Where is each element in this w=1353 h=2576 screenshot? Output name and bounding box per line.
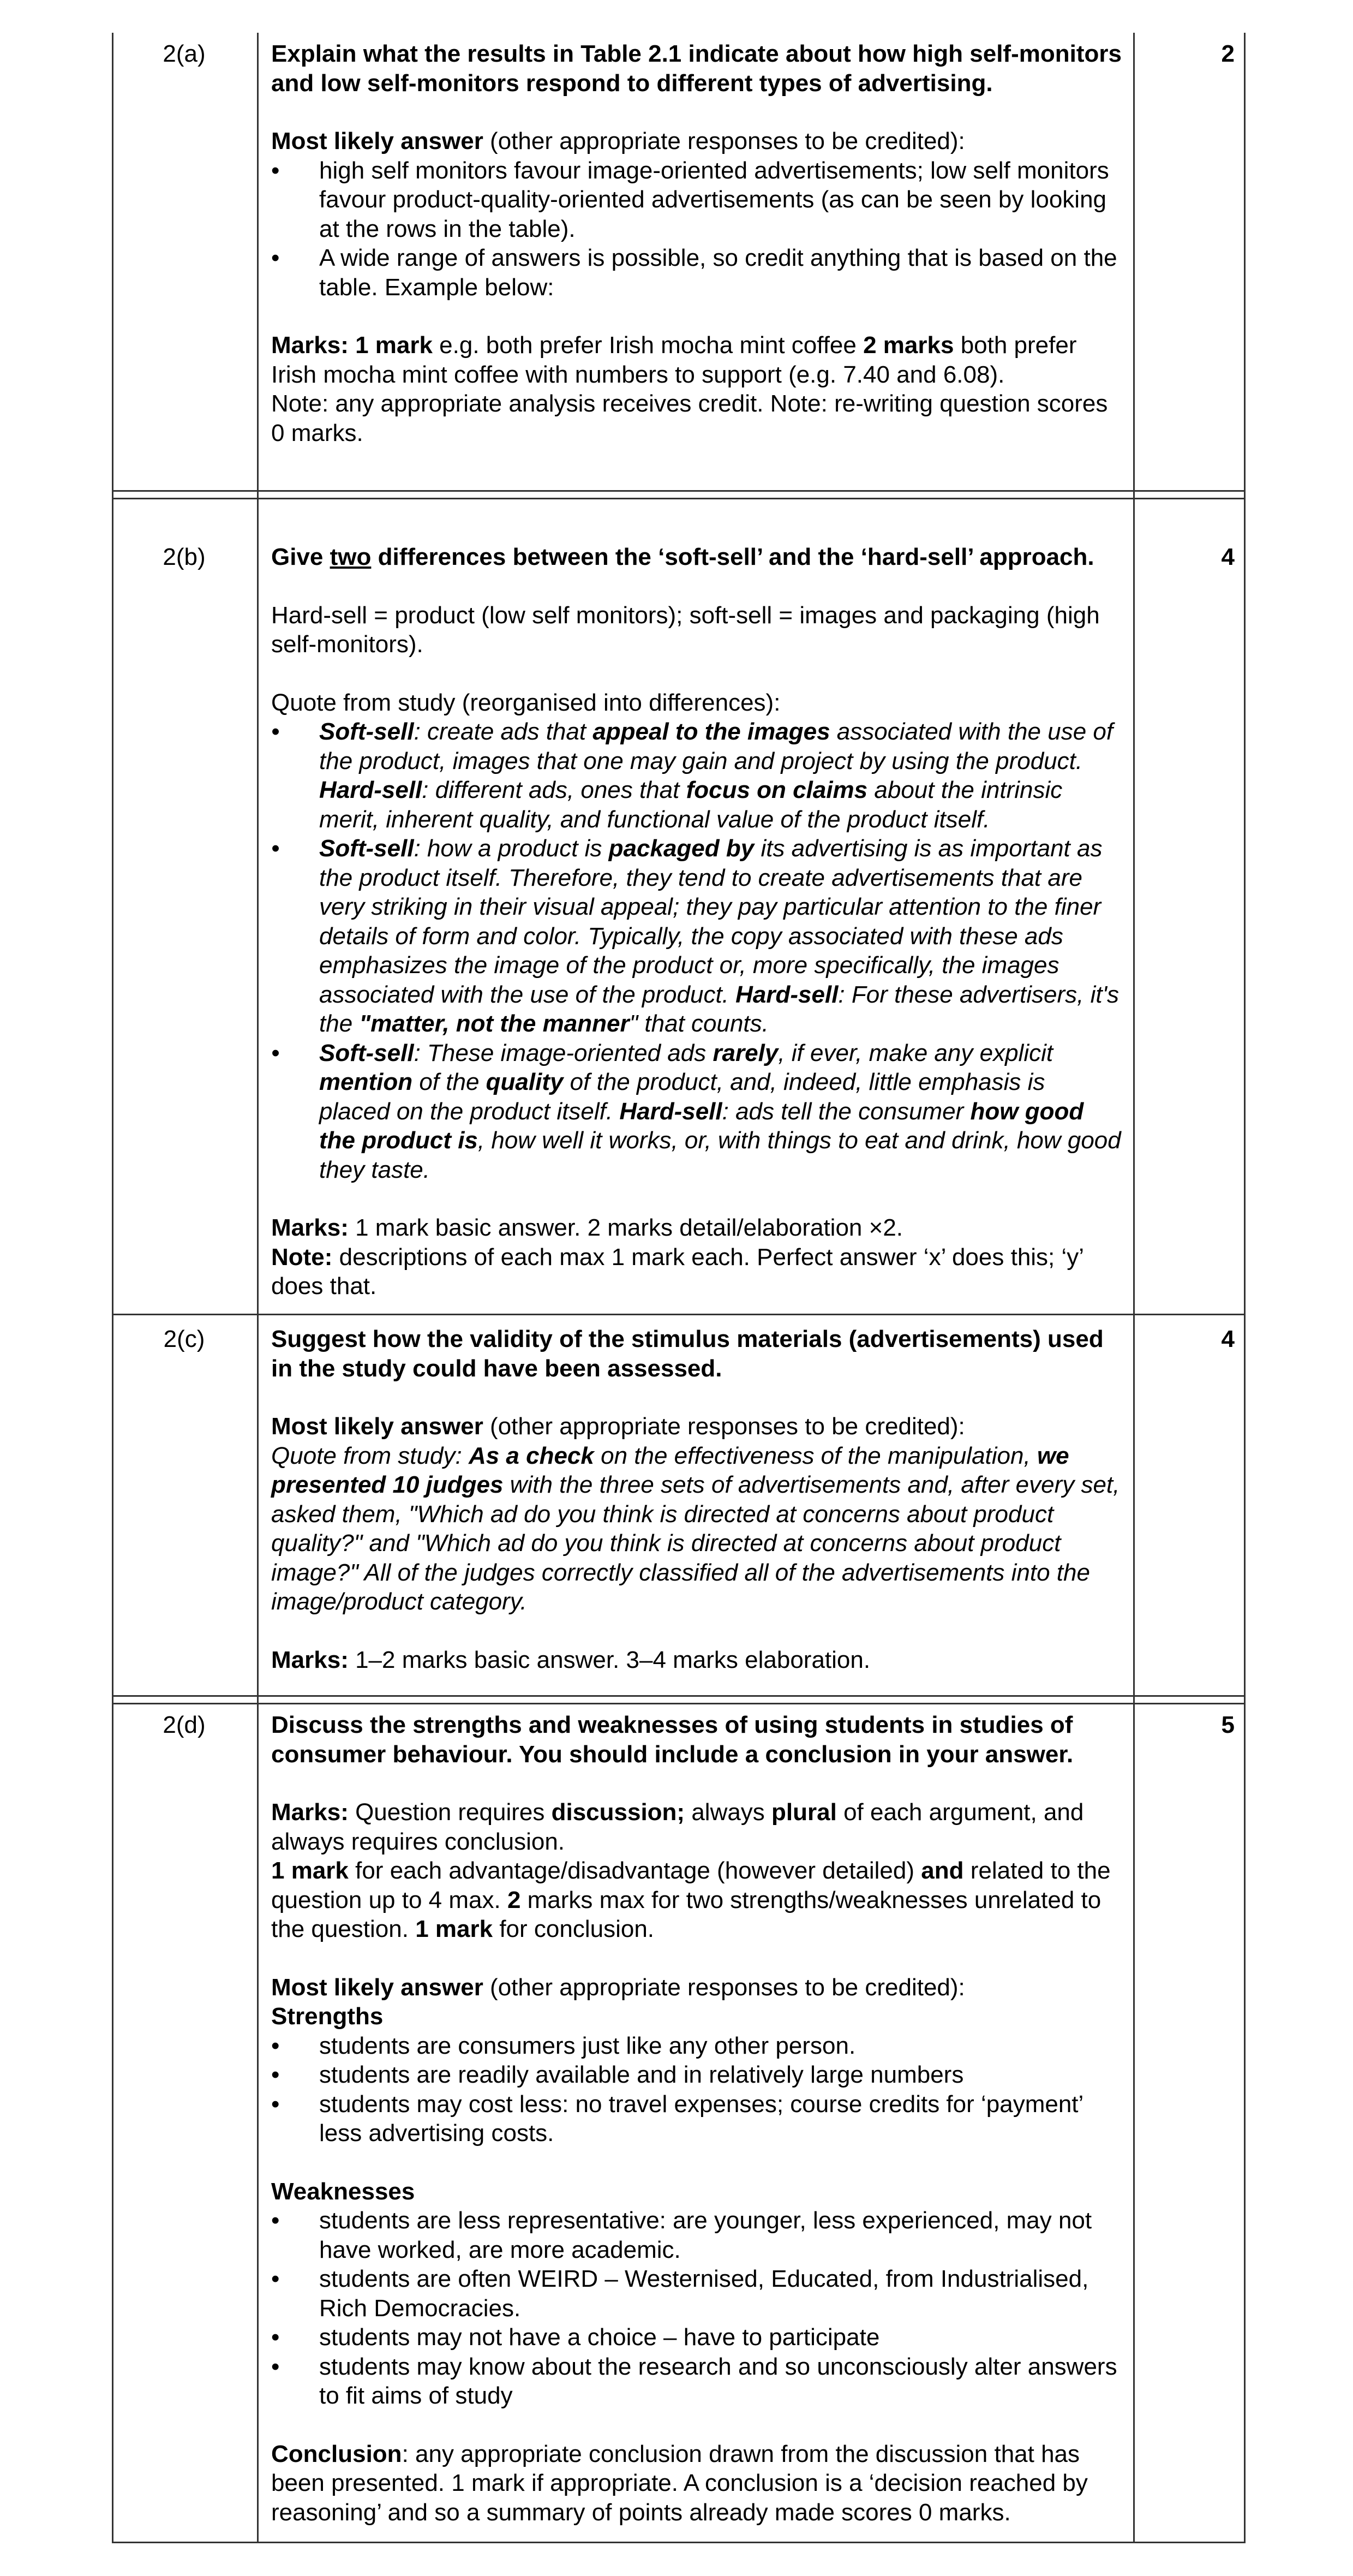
- list-item: • students are consumers just like any other person.: [271, 2031, 1122, 2061]
- list-item: • Soft-sell: create ads that appeal to the images associated with the use of the product, images that one may gain and project by using the product. Hard-sell: different ads, ones that focus on claims about the intrinsic merit, inherent quality, and functional value of the product itself.: [271, 717, 1122, 834]
- conclusion-guidance: Conclusion: any appropriate conclusion drawn from the discussion that has been presented. 1 mark if appropriate. A conclusion is a ‘decision reached by reasoning’ and so a summary of points already made scores 0 marks.: [271, 2440, 1088, 2526]
- row-separator: [112, 1703, 1246, 1704]
- question-text: Give two differences between the ‘soft-sell’ and the ‘hard-sell’ approach.: [271, 544, 1094, 570]
- weaknesses-list: [271, 2206, 1122, 2411]
- marks-value: 5: [1221, 1712, 1235, 1738]
- table-divider-num: [257, 33, 259, 2543]
- list-item: • A wide range of answers is possible, so credit anything that is based on the table. Example below:: [271, 243, 1122, 302]
- intro-text: Hard-sell = product (low self monitors); soft-sell = images and packaging (high self-monitors).: [271, 601, 1100, 658]
- table-border-bottom: [112, 2542, 1246, 2543]
- answer-content: [271, 1710, 1122, 2527]
- row-separator: [112, 1314, 1246, 1315]
- list-item: • Soft-sell: These image-oriented ads rarely, if ever, make any explicit mention of the quality of the product, and, indeed, little emphasis is placed on the product itself. Hard-sell: ads tell the consumer how good the product is, how well it works, or, with things to eat and drink, how good they taste.: [271, 1039, 1122, 1185]
- row-separator: [112, 490, 1246, 492]
- answer-bullets: [271, 717, 1122, 1184]
- answer-content: [271, 1325, 1122, 1674]
- table-divider-marks: [1133, 33, 1135, 2543]
- list-item: • students are readily available and in relatively large numbers: [271, 2060, 1122, 2090]
- list-item: • students are often WEIRD – Westernised, Educated, from Industrialised, Rich Democracies.: [271, 2264, 1122, 2323]
- list-item: • students may not have a choice – have to participate: [271, 2323, 1122, 2352]
- marks-guidance-detail: 1 mark for each advantage/disadvantage (however detailed) and related to the question up to 4 max. 2 marks max for two strengths/weaknesses unrelated to the question. 1 mark for conclusion.: [271, 1857, 1111, 1942]
- list-item: • students may know about the research and so unconsciously alter answers to fit aims of study: [271, 2352, 1122, 2411]
- quote-intro: Quote from study (reorganised into differences):: [271, 689, 781, 716]
- table-border-right: [1244, 33, 1246, 2543]
- most-likely-answer: Most likely answer (other appropriate responses to be credited):: [271, 1973, 965, 2001]
- question-number: 2(c): [163, 1326, 205, 1352]
- marks-guidance: Marks: 1–2 marks basic answer. 3–4 marks elaboration.: [271, 1646, 871, 1673]
- row-separator: [112, 1695, 1246, 1697]
- weaknesses-heading: Weaknesses: [271, 2178, 415, 2205]
- question-number: 2(b): [163, 544, 206, 570]
- strengths-heading: Strengths: [271, 2003, 384, 2030]
- answer-content: [271, 542, 1122, 1301]
- marks-guidance: Marks: 1 mark e.g. both prefer Irish mocha mint coffee 2 marks both prefer Irish mocha mint coffee with numbers to support (e.g. 7.40 and 6.08).: [271, 332, 1077, 388]
- marks-value: 4: [1221, 1326, 1235, 1352]
- question-text: Explain what the results in Table 2.1 indicate about how high self-monitors and low self-monitors respond to different types of advertising.: [271, 40, 1122, 97]
- question-text: Discuss the strengths and weaknesses of using students in studies of consumer behaviour. You should include a conclusion in your answer.: [271, 1712, 1074, 1768]
- strengths-list: [271, 2031, 1122, 2148]
- list-item: • students are less representative: are younger, less experienced, may not have worked, are more academic.: [271, 2206, 1122, 2264]
- question-number: 2(a): [163, 40, 206, 67]
- answer-content: [271, 39, 1122, 448]
- list-item: • Soft-sell: how a product is packaged by its advertising is as important as the product itself. Therefore, they tend to create advertisements that are very striking in their visual appeal; they pay particular attention to the finer details of form and color. Typically, the copy associated with these ads emphasizes the image of the product or, more specifically, the images associated with the use of the product. Hard-sell: For these advertisers, it's the "matter, not the manner" that counts.: [271, 834, 1122, 1039]
- list-item: • students may cost less: no travel expenses; course credits for ‘payment’ less advertising costs.: [271, 2090, 1122, 2148]
- most-likely-answer: Most likely answer (other appropriate responses to be credited):: [271, 128, 965, 154]
- most-likely-answer: Most likely answer (other appropriate responses to be credited):: [271, 1413, 965, 1440]
- marks-value: 4: [1221, 544, 1235, 570]
- list-item: • high self monitors favour image-oriented advertisements; low self monitors favour product-quality-oriented advertisements (as can be seen by looking at the rows in the table).: [271, 156, 1122, 244]
- marks-guidance: Marks: 1 mark basic answer. 2 marks detail/elaboration ×2.: [271, 1214, 903, 1241]
- marks-guidance: Marks: Question requires discussion; always plural of each argument, and always requires conclusion.: [271, 1799, 1084, 1855]
- row-separator: [112, 498, 1246, 499]
- marks-note: Note: descriptions of each max 1 mark each. Perfect answer ‘x’ does this; ‘y’ does that.: [271, 1243, 1083, 1299]
- question-number: 2(d): [163, 1712, 206, 1738]
- marks-note: Note: any appropriate analysis receives credit. Note: re-writing question scores 0 marks.: [271, 390, 1108, 446]
- table-border-left: [112, 33, 113, 2543]
- question-text: Suggest how the validity of the stimulus materials (advertisements) used in the study could have been assessed.: [271, 1326, 1104, 1382]
- study-quote: Quote from study: As a check on the effectiveness of the manipulation, we presented 10 judges with the three sets of advertisements and, after every set, asked them, "Which ad do you think is directed at concerns about product quality?" and "Which ad do you think is directed at concerns about product image?" All of the judges correctly classified all of the advertisements into the image/product category.: [271, 1442, 1120, 1615]
- answer-bullets: [271, 156, 1122, 302]
- marks-value: 2: [1221, 40, 1235, 67]
